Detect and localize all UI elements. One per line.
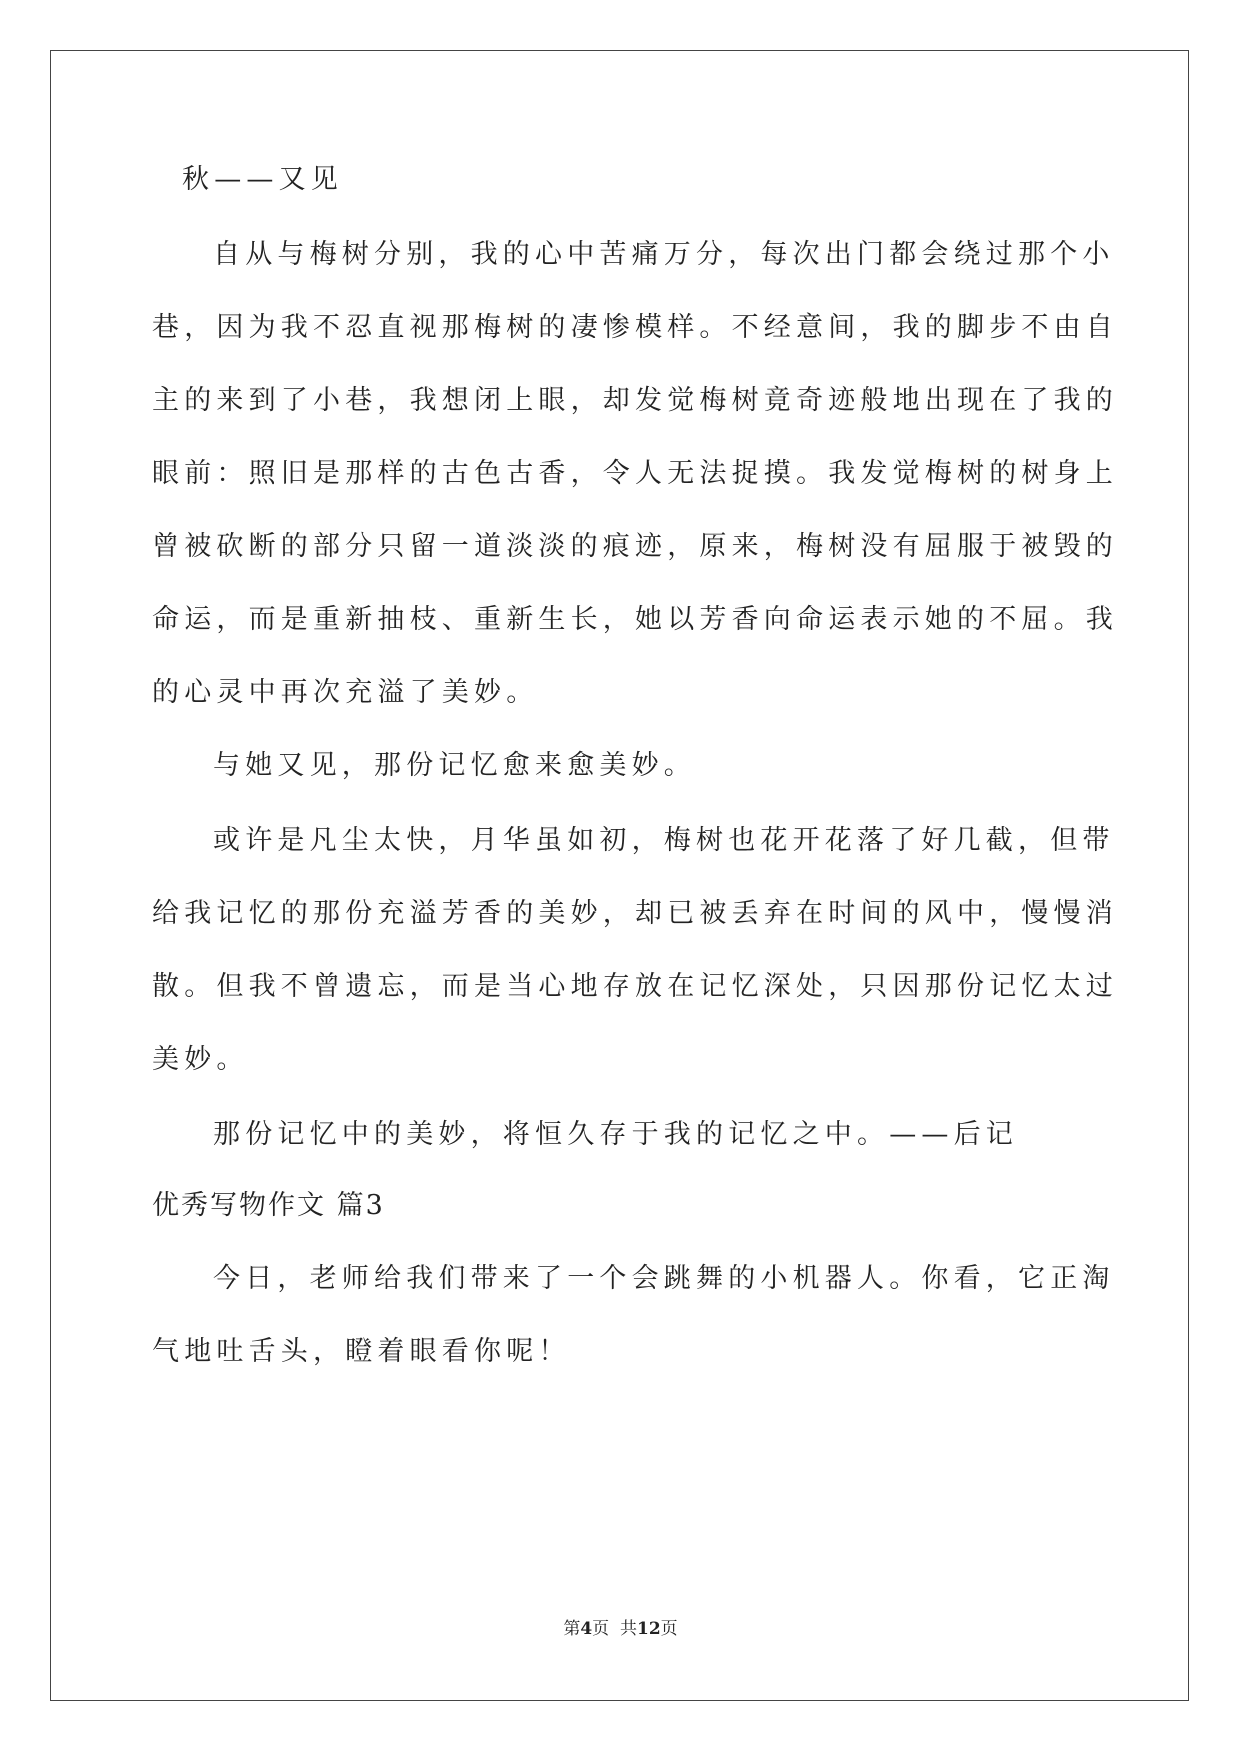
paragraph-line: 那份记忆中的美妙，将恒久存于我的记忆之中。——后记 xyxy=(213,1119,1018,1150)
page-border xyxy=(50,50,1189,1701)
paragraph-line: 曾被砍断的部分只留一道淡淡的痕迹，原来，梅树没有屈服于被毁的 xyxy=(152,531,1118,562)
paragraph-line: 巷，因为我不忍直视那梅树的凄惨模样。不经意间，我的脚步不由自 xyxy=(152,312,1118,343)
section-title: 秋——又见 xyxy=(182,164,343,195)
paragraph-line: 眼前：照旧是那样的古色古香，令人无法捉摸。我发觉梅树的树身上 xyxy=(152,458,1118,489)
paragraph-line: 散。但我不曾遗忘，而是当心地存放在记忆深处，只因那份记忆太过 xyxy=(152,971,1118,1002)
paragraph-line: 自从与梅树分别，我的心中苦痛万分，每次出门都会绕过那个小 xyxy=(213,239,1115,270)
paragraph-line: 与她又见，那份记忆愈来愈美妙。 xyxy=(213,750,696,781)
paragraph-line: 的心灵中再次充溢了美妙。 xyxy=(152,677,539,708)
paragraph-line: 给我记忆的那份充溢芳香的美妙，却已被丢弃在时间的风中，慢慢消 xyxy=(152,898,1118,929)
footer-total-pages: 12 xyxy=(636,1619,661,1639)
paragraph-line: 命运，而是重新抽枝、重新生长，她以芳香向命运表示她的不屈。我 xyxy=(152,604,1118,635)
paragraph-line: 或许是凡尘太快，月华虽如初，梅树也花开花落了好几截，但带 xyxy=(213,825,1115,856)
footer-suffix: 页 xyxy=(660,1619,678,1639)
page-number-footer xyxy=(0,1614,1241,1639)
paragraph-line: 气地吐舌头，瞪着眼看你呢！ xyxy=(152,1336,571,1367)
footer-prefix: 第 xyxy=(563,1619,581,1639)
paragraph-line: 主的来到了小巷，我想闭上眼，却发觉梅树竟奇迹般地出现在了我的 xyxy=(152,385,1118,416)
footer-current-page: 4 xyxy=(580,1619,593,1639)
section-heading: 优秀写物作文 篇3 xyxy=(152,1190,385,1221)
footer-mid: 页 共 xyxy=(592,1619,637,1639)
paragraph-line: 今日，老师给我们带来了一个会跳舞的小机器人。你看，它正淘 xyxy=(213,1263,1115,1294)
paragraph-line: 美妙。 xyxy=(152,1044,249,1075)
